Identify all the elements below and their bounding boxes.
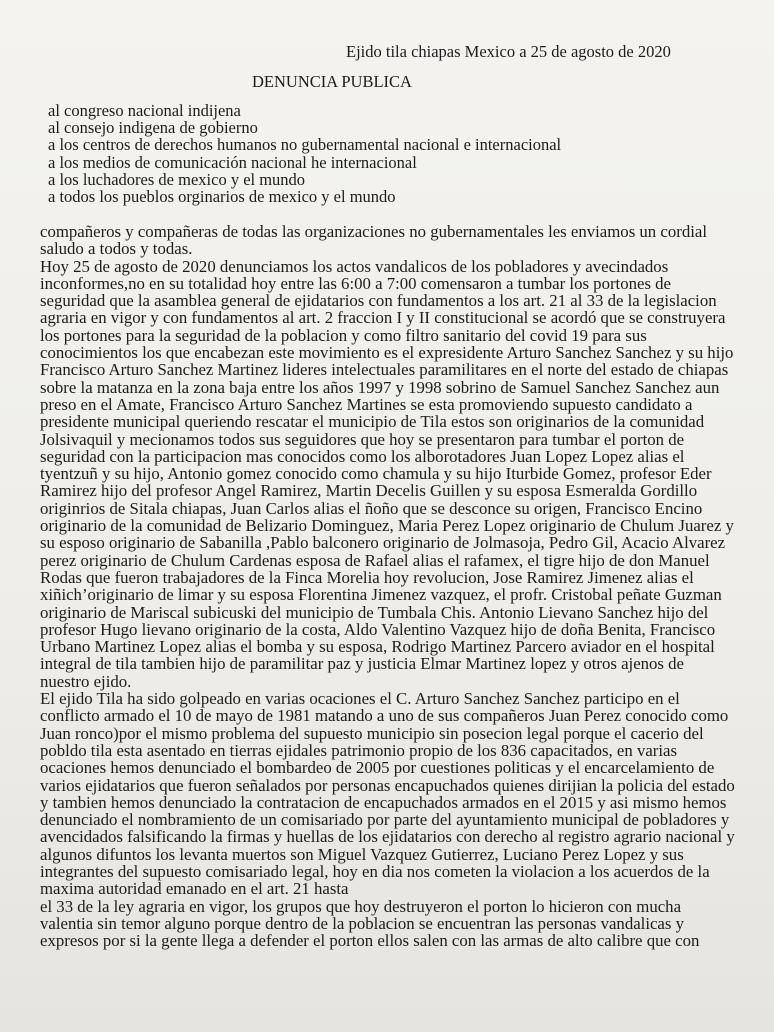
date-line: Ejido tila chiapas Mexico a 25 de agosto de 2020 [346,42,671,61]
body-line: Hoy 25 de agosto de 2020 denunciamos los actos vandalicos de los pobladores y avecindados [40,256,669,276]
body-line: y tambien hemos denunciado la contratacion de encapuchados armados en el 2015 y asi mismo hemos [40,792,727,812]
body-line: Ramirez hijo del profesor Angel Ramirez, Martin Decelis Guillen y su esposa Esmeralda Gordillo [40,481,698,501]
body-line: saludo a todos y todas. [40,239,193,259]
body-line: el 33 de la ley agraria en vigor, los grupos que hoy destruyeron el porton lo hicieron con mucha [40,896,682,916]
body-line: tyentzuñ y su hijo, Antonio gomez conocido como chamula y su hijo Iturbide Gomez, profesor Eder [40,464,712,484]
body-line: denunciado el nombramiento de un comisariado por parte del ayuntamiento municipal de pobladores y [40,810,730,830]
body-line: preso en el Amate, Francisco Arturo Sanchez Martines se esta promoviendo supuesto candidato a [40,394,693,414]
body-line: compañeros y compañeras de todas las organizaciones no gubernamentales les enviamos un cordial [40,222,707,241]
body-line: varios ejidatarios que fueron señalados por personas encapuchados quienes dirijian la policia del estado [40,775,735,795]
body-line: seguridad que la asamblea general de ejidatarios con fundamentos a los art. 21 al 33 de la legislacion [40,291,717,311]
body-line: avencidados falsificando la firmas y huellas de los ejidatarios con derecho al registro agrario nacional y [40,827,735,847]
body-line: agraria en vigor y con fundamentos al art. 2 fraccion I y II constitucional se acordó que se construyera [40,308,726,328]
addressee-item: a los luchadores de mexico y el mundo [48,169,306,189]
body-line: perez originario de Chulum Cardenas esposa de Rafael alias el rafamex, el tigre hijo de don Manuel [40,550,710,570]
addressee-item: a todos los pueblos orginarios de mexico y el mundo [48,187,396,207]
body-line: Urbano Martinez Lopez alias el bomba y su esposa, Rodrigo Martinez Parcero aviador en el hospital [40,637,715,657]
body-line: Rodas que fueron trabajadores de la Finca Morelia hoy revolucion, Jose Ramirez Jimenez alias el [40,567,694,587]
body-line: El ejido Tila ha sido golpeado en varias ocaciones el C. Arturo Sanchez Sanchez participo en el [40,689,680,709]
body-line: originrios de Sitala chiapas, Juan Carlos alias el ñoño que se desconce su origen, Francisco Encino [40,498,703,518]
body-line: originario de la comunidad de Belizario Dominguez, Maria Perez Lopez originario de Chulum Juarez y [40,516,734,536]
body-line: maxima autoridad emanado en el art. 21 hasta [40,879,349,899]
body-line: su esposo originario de Sabanilla ,Pablo balconero originario de Jolmasoja, Pedro Gil, Acacio Alvarez [40,533,726,553]
body-line: seguridad con la participacion mas conocidos como los alborotadores Juan Lopez Lopez alias el [40,446,685,466]
body-line: sobre la matanza en la zona baja entre los años 1997 y 1998 sobrino de Samuel Sanchez Sanchez aun [40,377,720,397]
body-line: integral de tila tambien hijo de paramilitar paz y justicia Elmar Martinez lopez y otros ajenos de [40,654,684,674]
document-title: DENUNCIA PUBLICA [252,72,412,91]
body-line: originario de Mariscal subicuski del municipio de Tumbala Chis. Antonio Lievano Sanchez hijo del [40,602,709,622]
body-line: integrantes del supuesto comisariado legal, hoy en dia nos cometen la violacion a los acuerdos de la [40,861,710,881]
body-line: Juan ronco)por el mismo problema del supuesto municipio sin posecion legal porque el cacerio del [40,723,704,743]
body-line: conflicto armado el 10 de mayo de 1981 matando a uno de sus compañeros Juan Perez conocido como [40,706,729,726]
body-line: presidente municipal queriendo rescatar el municipio de Tila estos son originarios de la comunidad [40,412,705,432]
body-text [40,223,742,949]
body-line: xiñich’originario de limar y su esposa Florentina Jimenez vazquez, el profr. Cristobal peñate Guzman [40,585,722,605]
body-line: valentia sin temor alguno porque dentro de la poblacion se encuentran las personas vandalicas y [40,913,684,933]
addressee-item: a los centros de derechos humanos no gubernamental nacional e internacional [48,135,562,155]
body-line: pobldo tila esta asentado en tierras ejidales patrimonio propio de los 836 capacitados, en varias [40,740,678,760]
body-line: conocimientos los que encabezan este movimiento es el expresidente Arturo Sanchez Sanchez y su hijo [40,343,734,363]
addressee-item: al congreso nacional indijena [48,101,241,120]
addressee-item: a los medios de comunicación nacional he internacional [48,152,417,172]
addressee-item: al consejo indigena de gobierno [48,118,258,138]
body-line: Jolsivaquil y mecionamos todos sus seguidores que hoy se presentaron para tumbar el porton de [40,429,685,449]
body-line: nuestro ejido. [40,671,132,691]
body-line: los portones para la seguridad de la poblacion y como filtro sanitario del covid 19 para sus [40,325,647,345]
body-line: Francisco Arturo Sanchez Martinez lideres intelectuales paramilitares en el norte del estado de chiapas [40,360,729,380]
addressee-list [48,102,561,205]
body-line: expresos por si la gente llega a defender el porton ellos salen con las armas de alto calibre que con [40,931,700,951]
body-line: ocaciones hemos denunciado el bombardeo de 2005 por cuestiones politicas y el encarcelamiento de [40,758,715,778]
body-line: algunos difuntos los levanta muertos son Miguel Vazquez Gutierrez, Luciano Perez Lopez y sus [40,844,684,864]
body-line: inconformes,no en su totalidad hoy entre las 6:00 a 7:00 comensaron a tumbar los portones de [40,273,672,293]
body-line: profesor Hugo lievano originario de la costa, Aldo Valentino Vazquez hijo de doña Benita, Francisco [40,619,716,639]
